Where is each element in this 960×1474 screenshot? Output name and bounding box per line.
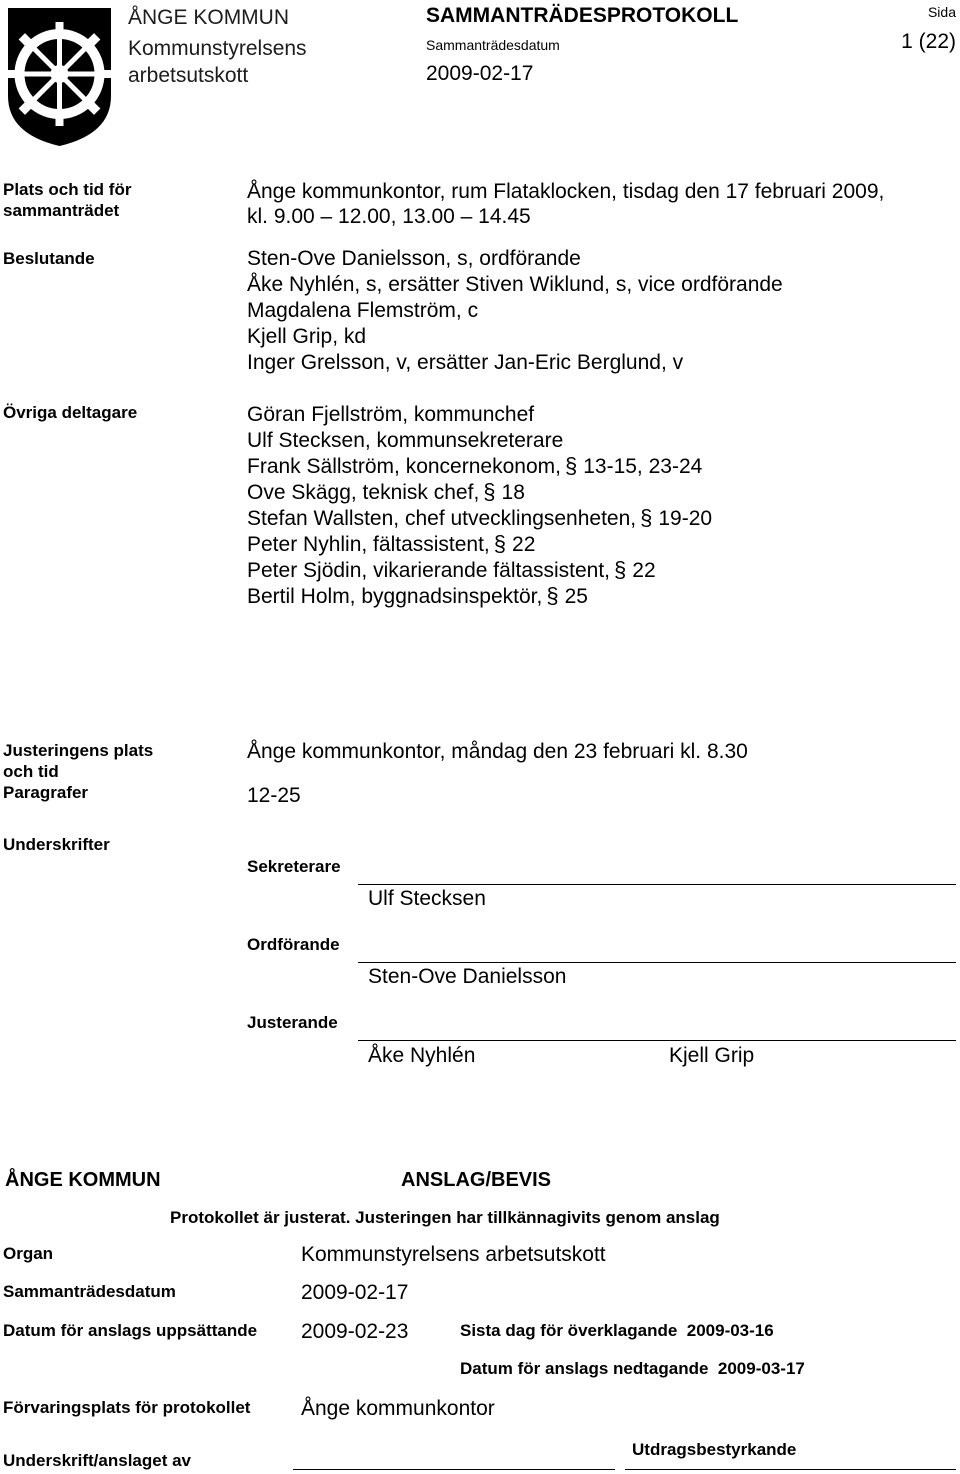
- participant-paragraph-ref: 19-20: [658, 507, 713, 530]
- section-symbol: §: [614, 557, 627, 582]
- deciding-member: Inger Grelsson, v, ersätter Jan-Eric Berglund, v: [247, 351, 684, 374]
- header-org-name: ÅNGE KOMMUN: [128, 6, 290, 29]
- posted-date-value: 2009-02-23: [301, 1320, 409, 1343]
- other-participant: [247, 480, 712, 506]
- organ-value: Kommunstyrelsens arbetsutskott: [301, 1243, 606, 1266]
- participant-text: Ove Skägg, teknisk chef,: [247, 481, 480, 504]
- coat-of-arms-logo: [6, 6, 113, 148]
- header-date-value: 2009-02-17: [426, 62, 534, 85]
- secretary-signature-line: [358, 884, 956, 885]
- signed-by-label: Underskrift/anslaget av: [3, 1451, 192, 1470]
- other-participant: [247, 402, 712, 428]
- deciding-list: [247, 246, 783, 376]
- deciding-member: Kjell Grip, kd: [247, 325, 367, 348]
- participant-paragraph-ref: 18: [501, 481, 525, 504]
- section-symbol: §: [483, 479, 496, 504]
- chair-label: Ordförande: [247, 935, 340, 954]
- other-participant: [247, 428, 712, 454]
- header-date-label: Sammanträdesdatum: [426, 37, 560, 53]
- doc-title: SAMMANTRÄDESPROTOKOLL: [426, 4, 739, 27]
- deciding-label: Beslutande: [3, 249, 95, 268]
- participant-paragraph-ref: 22: [632, 559, 656, 582]
- adjusters-label: Justerande: [247, 1013, 338, 1032]
- organ-label: Organ: [3, 1244, 54, 1263]
- adjuster1-name: Åke Nyhlén: [368, 1044, 476, 1067]
- secretary-name: Ulf Stecksen: [368, 887, 486, 910]
- notice-title: ANSLAG/BEVIS: [401, 1169, 552, 1191]
- storage-value: Ånge kommunkontor: [301, 1397, 495, 1420]
- chair-signature-line: [358, 962, 956, 963]
- notice-subtitle: Protokollet är justerat. Justeringen har tillkännagivits genom anslag: [170, 1208, 720, 1227]
- deciding-member: Åke Nyhlén, s, ersätter Stiven Wiklund, s, vice ordförande: [247, 273, 783, 296]
- participant-paragraph-ref: 25: [564, 585, 588, 608]
- removal-date-value: 2009-03-17: [717, 1359, 805, 1378]
- secretary-label: Sekreterare: [247, 857, 341, 876]
- deciding-member: Magdalena Flemström, c: [247, 299, 479, 322]
- adjusters-signature-line: [358, 1040, 956, 1041]
- appeal-deadline: [460, 1320, 774, 1341]
- other-participant: [247, 454, 712, 480]
- paragraphs-value: 12-25: [247, 784, 301, 807]
- other-participant: [247, 532, 712, 558]
- place-time-label-line2: sammanträdet: [3, 201, 120, 220]
- place-time-label-line1: Plats och tid för: [3, 180, 132, 199]
- header-org-unit-line1: Kommunstyrelsens: [128, 37, 307, 60]
- header-org-unit-line2: arbetsutskott: [128, 64, 249, 87]
- adjust-place-label-line2: och tid: [3, 762, 59, 781]
- section-symbol: §: [564, 453, 578, 478]
- page-number: 1 (22): [901, 30, 956, 53]
- signed-by-line: [293, 1469, 615, 1470]
- chair-name: Sten-Ove Danielsson: [368, 965, 567, 988]
- signatures-label: Underskrifter: [3, 835, 110, 854]
- adjust-place-value: Ånge kommunkontor, måndag den 23 februari kl. 8.30: [247, 740, 748, 763]
- notice-date-label: Sammanträdesdatum: [3, 1282, 176, 1301]
- adjuster2-name: Kjell Grip: [669, 1044, 755, 1067]
- storage-label: Förvaringsplats för protokollet: [3, 1398, 251, 1417]
- other-participant: [247, 584, 712, 610]
- others-list: [247, 402, 712, 610]
- certified-label: Utdragsbestyrkande: [632, 1440, 797, 1459]
- place-time-line1: Ånge kommunkontor, rum Flataklocken, tisdag den 17 februari 2009,: [247, 180, 885, 203]
- participant-text: Peter Sjödin, vikarierande fältassistent,: [247, 559, 611, 582]
- participant-text: Ulf Stecksen, kommunsekreterare: [247, 429, 564, 452]
- other-participant: [247, 506, 712, 532]
- participant-text: Bertil Holm, byggnadsinspektör,: [247, 585, 543, 608]
- participant-paragraph-ref: 13-15, 23-24: [583, 455, 703, 478]
- participant-text: Frank Sällström, koncernekonom,: [247, 455, 561, 478]
- removal-date-label: Datum för anslags nedtagande: [460, 1359, 709, 1378]
- posted-date-label: Datum för anslags uppsättande: [3, 1321, 258, 1340]
- removal-date: [460, 1358, 805, 1379]
- place-time-line2: kl. 9.00 – 12.00, 13.00 – 14.45: [247, 205, 531, 228]
- section-symbol: §: [546, 583, 559, 608]
- participant-text: Göran Fjellström, kommunchef: [247, 403, 535, 426]
- participant-text: Stefan Wallsten, chef utvecklingsenheten,: [247, 507, 637, 530]
- coat-of-arms-wheel-icon: [6, 6, 113, 148]
- section-symbol: §: [493, 531, 507, 556]
- deciding-member: Sten-Ove Danielsson, s, ordförande: [247, 247, 581, 270]
- participant-text: Peter Nyhlin, fältassistent,: [247, 533, 490, 556]
- adjust-place-label-line1: Justeringens plats: [3, 741, 154, 760]
- notice-org-name: ÅNGE KOMMUN: [5, 1169, 161, 1191]
- section-symbol: §: [640, 505, 653, 530]
- other-participant: [247, 558, 712, 584]
- certified-line: [625, 1469, 956, 1470]
- appeal-deadline-value: 2009-03-16: [686, 1321, 774, 1340]
- paragraphs-label: Paragrafer: [3, 783, 89, 802]
- others-label: Övriga deltagare: [3, 403, 138, 422]
- notice-date-value: 2009-02-17: [301, 1281, 409, 1304]
- page-label: Sida: [927, 4, 956, 20]
- participant-paragraph-ref: 22: [512, 533, 536, 556]
- appeal-deadline-label: Sista dag för överklagande: [460, 1321, 678, 1340]
